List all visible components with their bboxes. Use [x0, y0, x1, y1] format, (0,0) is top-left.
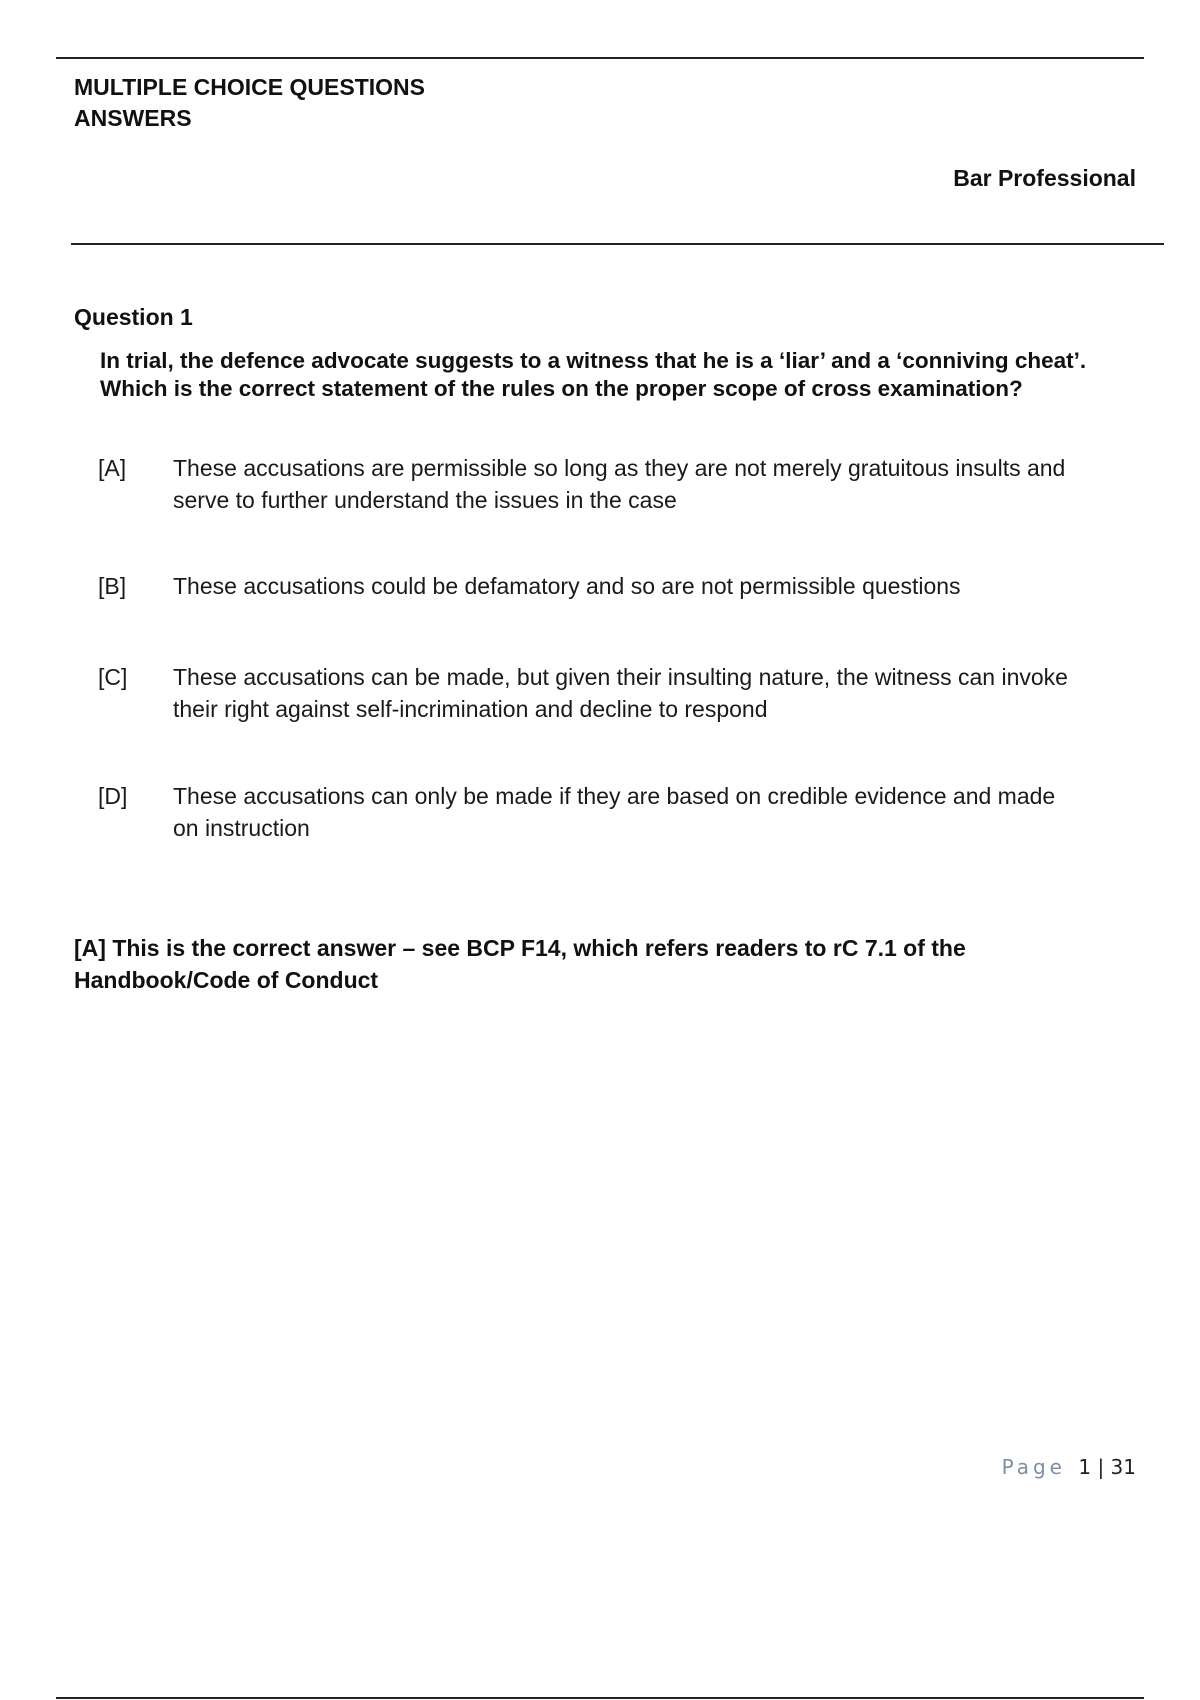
document-title-line-1: MULTIPLE CHOICE QUESTIONS: [74, 74, 425, 100]
answer-explanation-line-2: Handbook/Code of Conduct: [74, 967, 379, 993]
header-divider: [71, 243, 1164, 245]
question-stem-line-1: In trial, the defence advocate suggests to a witness that he is a ‘liar’ and a ‘conniving cheat’.: [100, 348, 1087, 373]
option-d-text-line-1: These accusations can only be made if they are based on credible evidence and made: [173, 783, 1056, 809]
document-title: [74, 72, 425, 134]
option-d-text: [173, 780, 1133, 844]
page-total: 31: [1110, 1455, 1136, 1479]
option-d-letter: [D]: [98, 783, 128, 809]
option-c-text: [173, 661, 1133, 725]
document-title-line-2: ANSWERS: [74, 105, 192, 131]
organisation-label: Bar Professional: [953, 165, 1136, 191]
option-b-text: [173, 570, 1133, 602]
option-c-letter: [C]: [98, 664, 128, 690]
question-stem-line-2: Which is the correct statement of the rules on the proper scope of cross examination?: [100, 376, 1023, 401]
option-c-text-line-2: their right against self-incrimination and decline to respond: [173, 696, 768, 722]
question-heading: Question 1: [74, 304, 193, 330]
option-a-text: [173, 452, 1133, 516]
answer-explanation-line-1: [A] This is the correct answer – see BCP F14, which refers readers to rC 7.1 of the: [74, 935, 966, 961]
page-separator: |: [1097, 1455, 1105, 1479]
answer-explanation: [74, 932, 966, 996]
page-word: Page: [1001, 1455, 1066, 1479]
option-b-letter: [B]: [98, 573, 127, 599]
option-a-text-line-1: These accusations are permissible so long as they are not merely gratuitous insults and: [173, 455, 1066, 481]
option-a-text-line-2: serve to further understand the issues in the case: [173, 487, 677, 513]
bottom-divider: [56, 1697, 1144, 1699]
top-divider: [56, 57, 1144, 59]
option-a-letter: [A]: [98, 455, 127, 481]
option-c-text-line-1: These accusations can be made, but given their insulting nature, the witness can invoke: [173, 664, 1068, 690]
option-d-text-line-2: on instruction: [173, 815, 310, 841]
page-current: 1: [1078, 1455, 1092, 1479]
page-number: [1002, 1452, 1136, 1482]
option-b-text-line-1: These accusations could be defamatory and so are not permissible questions: [173, 573, 961, 599]
question-stem: [100, 347, 1160, 403]
